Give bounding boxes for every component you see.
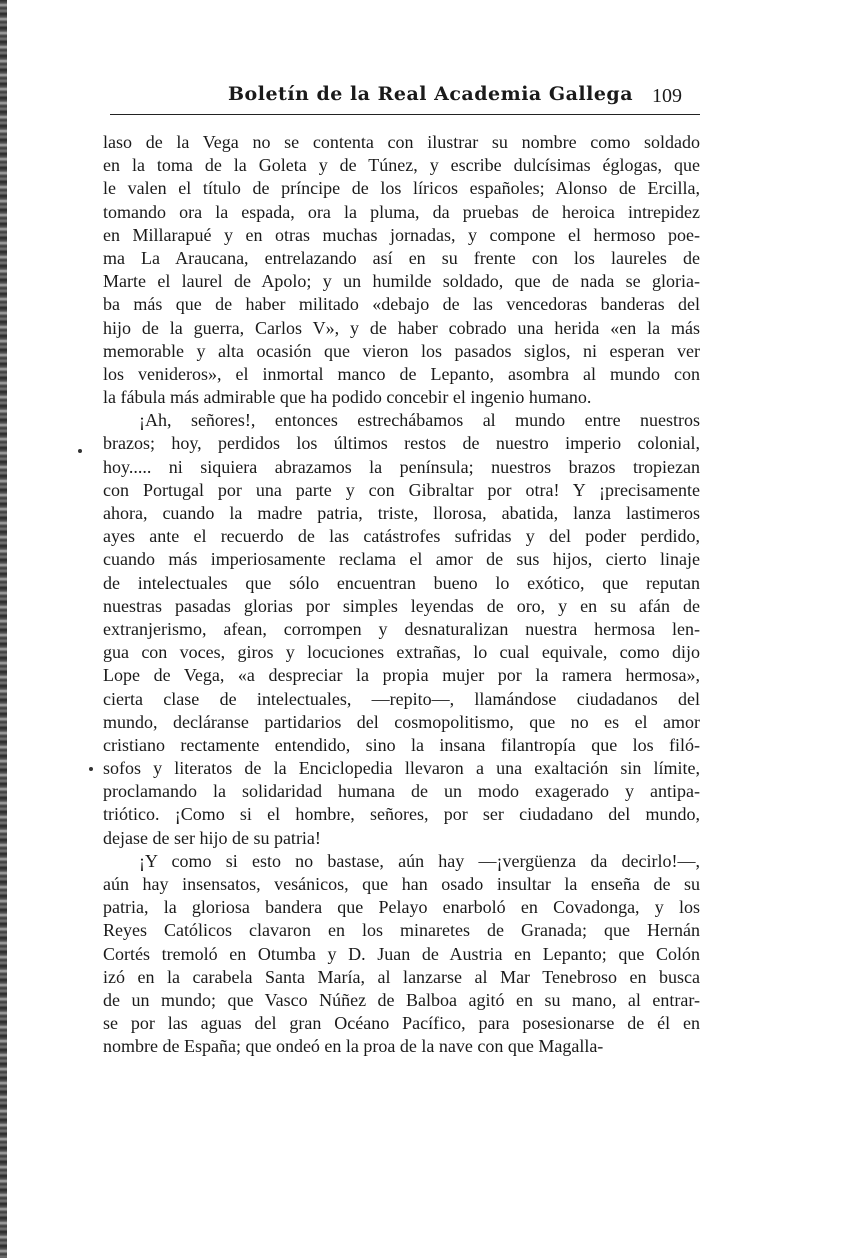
ink-speck [89, 767, 93, 771]
running-title: Boletín de la Real Academia Gallega [228, 83, 634, 105]
text-line: hijo de la guerra, Carlos V», y de haber cobrado una herida «en la más [103, 317, 700, 338]
text-line: ma La Araucana, entrelazando así en su frente con los laureles de [103, 247, 700, 268]
text-line: triótico. ¡Como si el hombre, señores, por ser ciudadano del mundo, [103, 804, 700, 825]
text-line: dejase de ser hijo de su patria! [103, 827, 321, 848]
text-line: laso de la Vega no se contenta con ilustrar su nombre como soldado [103, 132, 700, 152]
text-line: tomando ora la espada, ora la pluma, da pruebas de heroica intrepidez [103, 201, 700, 222]
text-line: en la toma de la Goleta y de Túnez, y escribe dulcísimas églogas, que [103, 155, 700, 176]
text-line: hoy..... ni siquiera abrazamos la península; nuestros brazos tropiezan [103, 456, 700, 477]
text-line: cierta clase de intelectuales, —repito—, llamándose ciudadanos del [103, 688, 700, 709]
text-line: aún hay insensatos, vesánicos, que han osado insultar la enseña de su [103, 874, 700, 894]
text-line: ¡Y como si esto no bastase, aún hay —¡vergüenza da decirlo!—, [139, 850, 700, 871]
text-line: sofos y literatos de la Enciclopedia llevaron a una exaltación sin límite, [103, 758, 700, 779]
ink-speck [78, 449, 82, 453]
text-line: memorable y alta ocasión que vieron los pasados siglos, ni esperan ver [103, 340, 700, 361]
text-line: en Millarapué y en otras muchas jornadas, y compone el hermoso poe- [103, 224, 700, 245]
text-line: le valen el título de príncipe de los líricos españoles; Alonso de Ercilla, [103, 178, 700, 199]
body-text [103, 131, 700, 1059]
text-line: patria, la gloriosa bandera que Pelayo enarboló en Covadonga, y los [103, 897, 700, 918]
text-line: Lope de Vega, «a despreciar la propia mujer por la ramera hermosa», [103, 665, 700, 686]
text-line: extranjerismo, afean, corrompen y desnaturalizan nuestra hermosa len- [103, 618, 700, 639]
text-line: mundo, decláranse partidarios del cosmopolitismo, que no es el amor [103, 711, 700, 732]
text-line: de intelectuales que sólo encuentran bueno lo exótico, que reputan [103, 572, 700, 593]
text-line: nombre de España; que ondeó en la proa de la nave con que Magalla- [103, 1036, 604, 1057]
text-line: Marte el laurel de Apolo; y un humilde soldado, que de nada se gloria- [103, 271, 700, 292]
scan-binding-edge [0, 0, 7, 1258]
text-line: nuestras pasadas glorias por simples leyendas de oro, y en su afán de [103, 595, 700, 616]
text-line: se por las aguas del gran Océano Pacífico, para posesionarse de él en [103, 1013, 700, 1034]
text-line: cristiano rectamente entendido, sino la insana filantropía que los filó- [103, 734, 700, 755]
page-header [110, 80, 700, 115]
text-line: ayes ante el recuerdo de las catástrofes sufridas y del poder perdido, [103, 526, 700, 547]
text-line: Reyes Católicos clavaron en los minaretes de Granada; que Hernán [103, 920, 700, 941]
paragraph [103, 409, 700, 850]
text-line: brazos; hoy, perdidos los últimos restos de nuestro imperio colonial, [103, 433, 700, 454]
paragraph [103, 850, 700, 1059]
text-line: los venideros», el inmortal manco de Lepanto, asombra al mundo con [103, 363, 700, 384]
text-line: ¡Ah, señores!, entonces estrechábamos al mundo entre nuestros [139, 410, 700, 431]
text-line: la fábula más admirable que ha podido concebir el ingenio humano. [103, 387, 592, 408]
text-line: izó en la carabela Santa María, al lanzarse al Mar Tenebroso en busca [103, 966, 700, 987]
text-line: con Portugal por una parte y con Gibraltar por otra! Y ¡precisamente [103, 479, 700, 500]
text-line: cuando más imperiosamente reclama el amor de sus hijos, cierto linaje [103, 549, 700, 570]
paragraph [103, 131, 700, 409]
page-number: 109 [652, 85, 682, 107]
text-line: proclamando la solidaridad humana de un modo exagerado y antipa- [103, 781, 700, 802]
text-line: ahora, cuando la madre patria, triste, llorosa, abatida, lanza lastimeros [103, 503, 700, 523]
text-line: de un mundo; que Vasco Núñez de Balboa agitó en su mano, al entrar- [103, 989, 700, 1010]
text-line: ba más que de haber militado «debajo de las vencedoras banderas del [103, 294, 700, 315]
text-line: gua con voces, giros y locuciones extrañas, lo cual equivale, como dijo [103, 642, 700, 663]
text-line: Cortés tremoló en Otumba y D. Juan de Austria en Lepanto; que Colón [103, 943, 700, 964]
